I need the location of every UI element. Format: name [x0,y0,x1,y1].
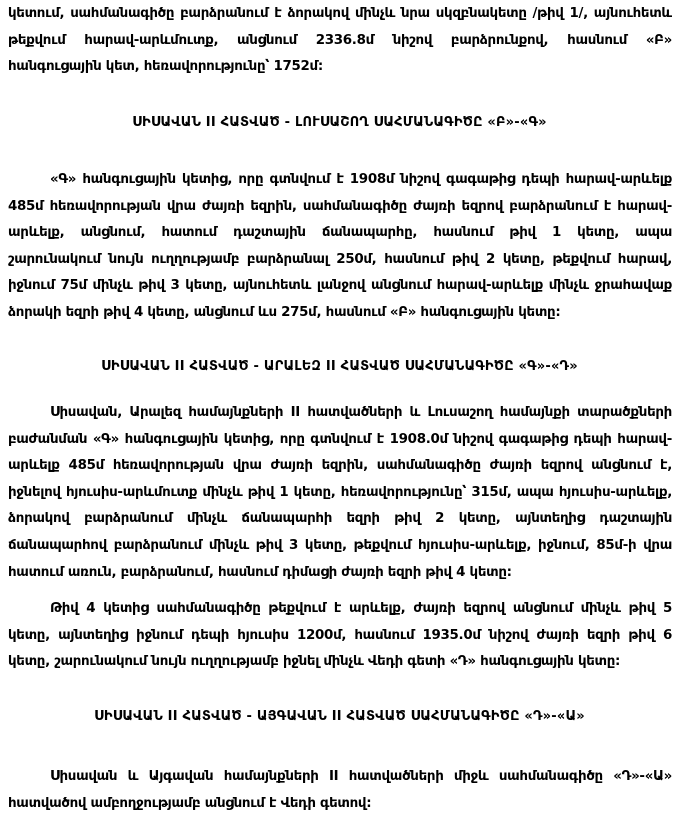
section-heading-g-d: ՍԻՍԱՎԱՆ II ՀԱՏՎԱԾ - ԱՐԱԼԵԶ II ՀԱՏՎԱԾ ՍԱՀՄԱՆԱԳԻԾԸ «Գ»-«Դ» [101,359,578,374]
text-line: 485մ հեռավորության վրա ժայռի եզրին, սահմանագիծը ժայռի եզրով բարձրանում է հարավ- [8,198,672,214]
text-line: իջնելով հյուսիս-արևմուտք մինչև թիվ 1 կետը, հեռավորությունը՝ 315մ, ապա հյուսիս-արևելք, [8,484,672,500]
paragraph-3 [8,400,672,586]
text-line: Սիսավան և Այգավան համայնքների II հատվածների միջև սահմանագիծը «Դ»-«Ա» [50,769,672,784]
section-heading-d-a: ՍԻՍԱՎԱՆ II ՀԱՏՎԱԾ - ԱՅԳԱՎԱՆ II ՀԱՏՎԱԾ ՍԱՀՄԱՆԱԳԻԾԸ «Դ»-«Ա» [94,709,585,724]
text-line: կետը, այնտեղից իջնում դեպի հյուսիս 1200մ, հասնում 1935.0մ նիշով ժայռի եզրի թիվ 6 [8,627,672,643]
text-line: բաժանման «Գ» հանգուցային կետից, որը գտնվում է 1908.0մ նիշով գագաթից դեպի հարավ- [8,431,672,447]
text-line: հատում առուն, բարձրանում, հասնում դիմացի ժայռի եզրի թիվ 4 կետը: [8,564,512,580]
text-line: կետում, սահմանագիծը բարձրանում է ձորակով մինչև նրա սկզբնակետը /թիվ 1/, այնուհետև [8,6,672,21]
paragraph-4 [8,596,672,676]
text-line: ձորակի եզրի թիվ 4 կետը, անցնում ևս 275մ, հասնում «Բ» հանգուցային կետը: [8,304,561,320]
text-line: շարունակում նույն ուղղությամբ բարձրանալ 250մ, հասնում թիվ 2 կետը, թեքվում հարավ, [8,251,672,267]
text-line: Սիսավան, Արալեզ համայնքների II հատվածների և Լուսաշող համայնքի տարածքների [50,405,672,420]
paragraph-2 [8,167,672,327]
text-line: ձորակով բարձրանում մինչև ճանապարհի եզրի թիվ 2 կետը, այնտեղից դաշտային [8,511,672,527]
paragraph-5 [8,764,672,817]
text-line: կետը, շարունակում նույն ուղղությամբ իջնել մինչև Վեդի գետի «Դ» հանգուցային կետը: [8,654,621,670]
text-line: արևելք, անցնում, հատում դաշտային ճանապարհը, հասնում թիվ 1 կետը, ապա [8,225,672,241]
text-line: իջնում 75մ մինչև թիվ 3 կետը, այնուհետև լանջով անցնում հարավ-արևելք մինչև ջրահավաք [8,278,672,294]
text-line: հատվածով ամբողջությամբ անցնում է Վեդի գետով: [8,795,372,811]
text-line: արևելք 485մ հեռավորության վրա ժայռի եզրին, սահմանագիծը ժայռի եզրով անցնում է, [8,458,672,474]
text-line: թեքվում հարավ-արևմուտք, անցնում 2336.8մ նիշով բարձրունքով, հասնում «Բ» [8,32,672,48]
paragraph-1 [8,1,672,81]
section-heading-b-g: ՍԻՍԱՎԱՆ II ՀԱՏՎԱԾ - ԼՈՒՍԱՇՈՂ ՍԱՀՄԱՆԱԳԻԾԸ «Բ»-«Գ» [132,115,547,130]
text-line: Թիվ 4 կետից սահմանագիծը թեքվում է արևելք, ժայռի եզրով անցնում մինչև թիվ 5 [50,601,672,616]
text-line: «Գ» հանգուցային կետից, որը գտնվում է 1908մ նիշով գագաթից դեպի հարավ-արևելք [50,172,672,187]
text-line: հանգուցային կետ, հեռավորությունը՝ 1752մ: [8,59,323,75]
text-line: ճանապարհով բարձրանում մինչև թիվ 3 կետը, թեքվում հյուսիս-արևելք, իջնում, 85մ-ի վրա [8,537,672,553]
